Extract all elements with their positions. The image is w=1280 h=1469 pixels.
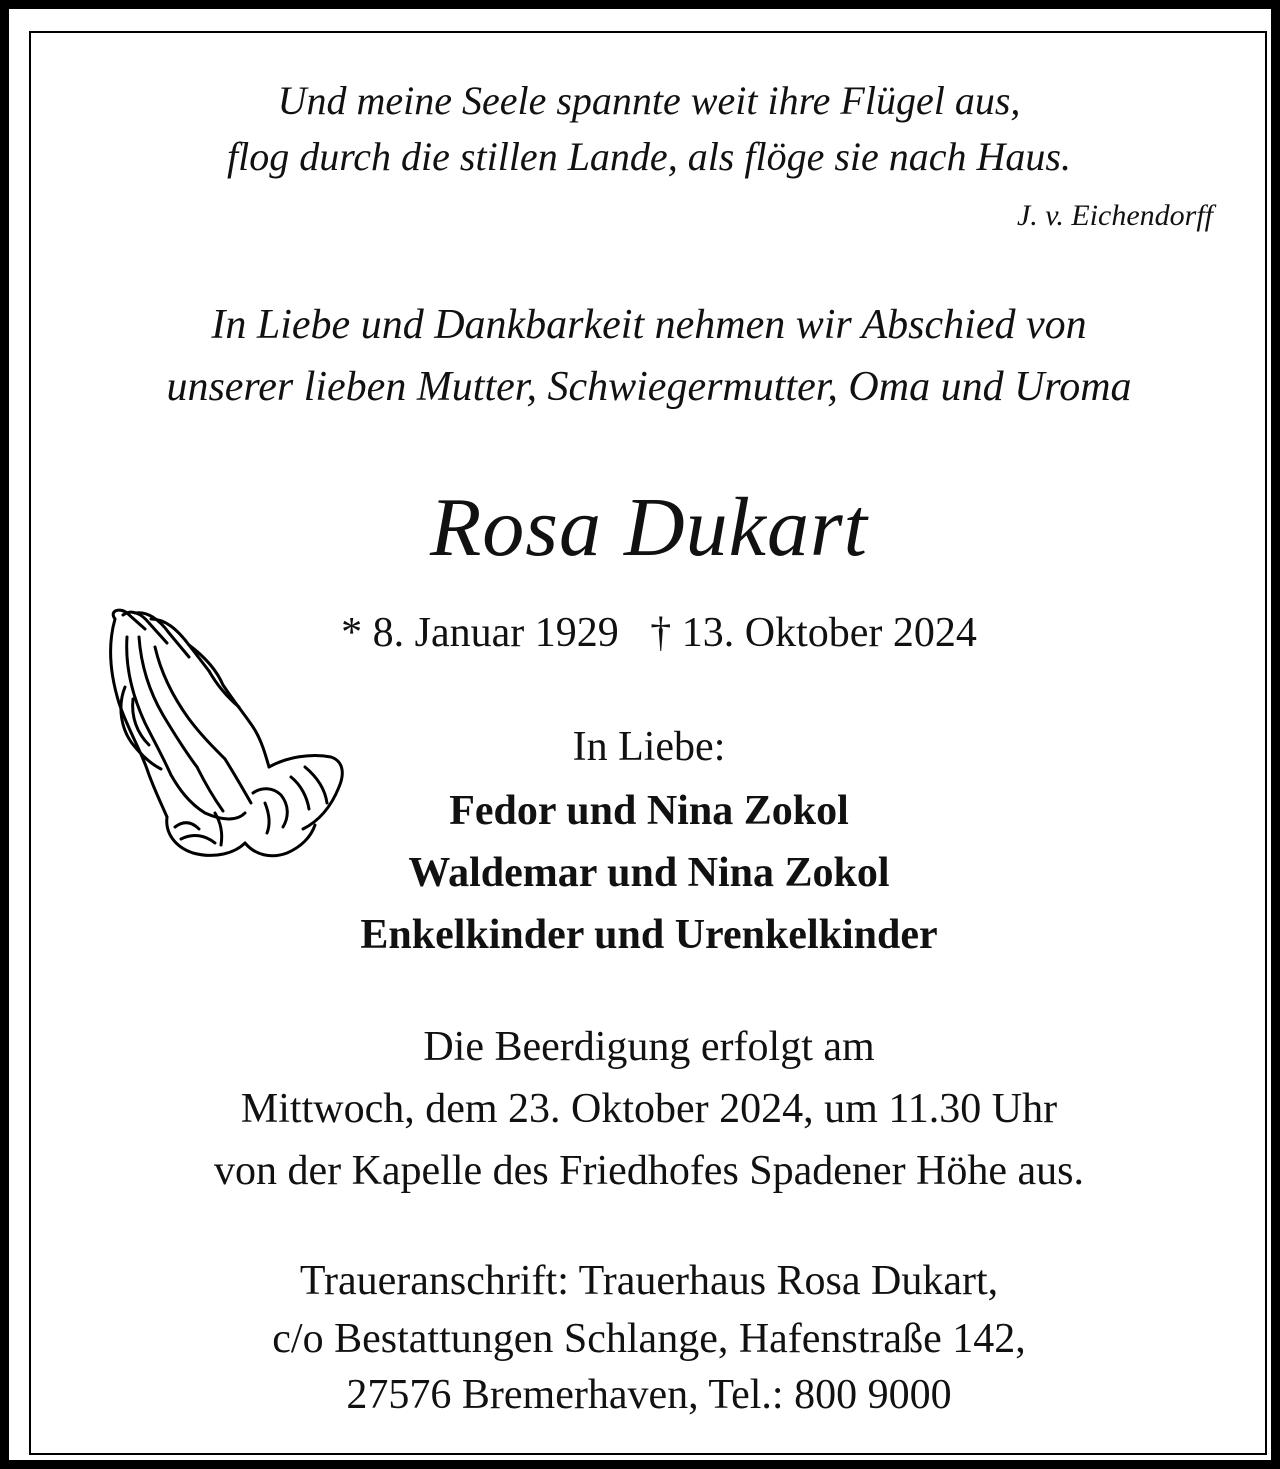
quote-author: J. v. Eichendorff xyxy=(1016,199,1213,232)
deceased-name: Rosa Dukart xyxy=(430,481,868,574)
quote-line-1: Und meine Seele spannte weit ihre Flügel aus, xyxy=(277,78,1021,123)
funeral-line-1: Die Beerdigung erfolgt am xyxy=(423,1024,875,1070)
intro-line-1: In Liebe und Dankbarkeit nehmen wir Abschied von xyxy=(211,302,1087,348)
mourner-name-2: Waldemar und Nina Zokol xyxy=(408,850,890,896)
funeral-line-2: Mittwoch, dem 23. Oktober 2024, um 11.30 Uhr xyxy=(240,1086,1058,1132)
quote-line-2: flog durch die stillen Lande, als flöge sie nach Haus. xyxy=(226,134,1071,179)
mourner-name-1: Fedor und Nina Zokol xyxy=(449,788,849,834)
funeral-line-3: von der Kapelle des Friedhofes Spadener Höhe aus. xyxy=(213,1148,1085,1194)
address-line-3: 27576 Bremerhaven, Tel.: 800 9000 xyxy=(346,1372,952,1418)
mourner-name-3: Enkelkinder und Urenkelkinder xyxy=(360,912,938,958)
intro-line-2: unserer lieben Mutter, Schwiegermutter, Oma und Uroma xyxy=(166,364,1132,410)
mourners-label: In Liebe: xyxy=(572,724,726,770)
address-line-2: c/o Bestattungen Schlange, Hafenstraße 142, xyxy=(272,1316,1026,1362)
address-line-1: Traueranschrift: Trauerhaus Rosa Dukart, xyxy=(299,1258,999,1304)
life-dates-text: * 8. Januar 1929 † 13. Oktober 2024 xyxy=(341,610,977,656)
